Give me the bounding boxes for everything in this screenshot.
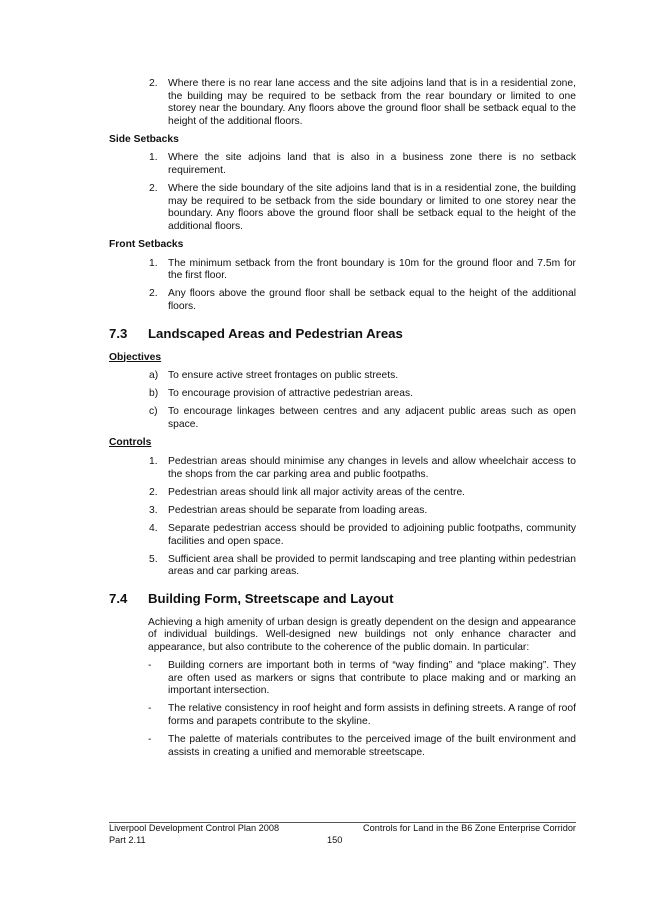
item-number: 2. (149, 78, 158, 89)
objective-item (109, 370, 576, 383)
objective-item (109, 388, 576, 401)
side-setback-item (109, 183, 576, 233)
side-setback-item (109, 152, 576, 177)
bullet-item (109, 734, 576, 759)
item-number: 4. (149, 522, 158, 534)
section-title: Building Form, Streetscape and Layout (148, 590, 394, 606)
item-text: Where there is no rear lane access and the site adjoins land that is in a residential zone, the building may be required to be setback from the rear boundary or limited to one storey near the boundary. Any floors above the ground floor shall be setback equal to the height of the additional floors. (168, 78, 576, 127)
rear-setback-item (109, 78, 576, 128)
footer-section-title: Controls for Land in the B6 Zone Enterprise Corridor (363, 823, 576, 833)
item-text: To ensure active street frontages on public streets. (168, 370, 399, 382)
item-text: Pedestrian areas should be separate from loading areas. (168, 504, 428, 516)
item-number: 1. (149, 257, 158, 269)
item-number: 1. (149, 152, 158, 164)
front-setback-item (109, 258, 576, 283)
front-setbacks-heading: Front Setbacks (109, 239, 184, 251)
item-text: The relative consistency in roof height and form assists in defining streets. A range of roof forms and parapets contribute to the skyline. (168, 703, 576, 727)
item-text: Where the site adjoins land that is also in a business zone there is no setback requirement. (168, 152, 576, 177)
item-text: To encourage provision of attractive pedestrian areas. (168, 388, 413, 400)
control-item (109, 456, 576, 481)
section-7-4-heading (109, 591, 576, 607)
bullet-dash: - (148, 660, 152, 672)
control-item (109, 554, 576, 579)
footer-part-label: Part 2.11 (109, 834, 146, 845)
item-text: The palette of materials contributes to the perceived image of the built environment and assists in creating a unified and memorable streetscape. (168, 734, 576, 758)
item-text: Separate pedestrian access should be provided to adjoining public footpaths, community facilities and open space. (168, 522, 576, 547)
section-7-3-heading (109, 326, 576, 342)
page-footer (109, 822, 576, 846)
control-item (109, 505, 576, 518)
item-letter: b) (149, 388, 159, 400)
section-7-4-intro: Achieving a high amenity of urban design is greatly dependent on the design and appearance of individual buildings. Well-designed new buildings not only enhance character and appearance, but also contribute to the coherence of the public domain. In particular: (148, 616, 576, 653)
page-number: 150 (327, 834, 343, 845)
item-number: 2. (149, 288, 158, 300)
bullet-dash: - (148, 734, 152, 746)
item-number: 3. (149, 504, 158, 516)
objective-item (109, 406, 576, 431)
section-number: 7.4 (109, 590, 128, 606)
item-text: Where the side boundary of the site adjoins land that is in a residential zone, the building may be required to be setback from the side boundary or limited to one storey near the boundary. Any floors above the ground floor shall be setback equal to the height of the additional floors. (168, 183, 576, 232)
item-text: Building corners are important both in terms of “way finding” and “place making”. They are often used as markers or signs that contribute to place making and or marking an important intersection. (168, 660, 576, 697)
footer-row-1 (109, 823, 576, 835)
page-content (109, 78, 576, 765)
item-text: To encourage linkages between centres and any adjacent public areas such as open space. (168, 406, 576, 430)
front-setback-item (109, 288, 576, 313)
footer-row-2 (109, 835, 576, 847)
item-number: 5. (149, 553, 158, 565)
controls-heading: Controls (109, 437, 152, 449)
item-number: 1. (149, 456, 158, 468)
item-text: Sufficient area shall be provided to permit landscaping and tree planting within pedestrian areas and car parking areas. (168, 553, 576, 578)
item-text: Pedestrian areas should minimise any changes in levels and allow wheelchair access to the shops from the car parking area and public footpaths. (168, 456, 576, 480)
item-text: Any floors above the ground floor shall be setback equal to the height of the additional floors. (168, 288, 576, 312)
footer-plan-title: Liverpool Development Control Plan 2008 (109, 823, 280, 833)
item-letter: a) (149, 370, 159, 382)
control-item (109, 487, 576, 500)
section-number: 7.3 (109, 325, 128, 341)
objectives-heading: Objectives (109, 351, 162, 363)
bullet-dash: - (148, 703, 152, 715)
side-setbacks-heading: Side Setbacks (109, 133, 179, 145)
item-number: 2. (149, 183, 158, 195)
item-letter: c) (149, 406, 158, 418)
section-title: Landscaped Areas and Pedestrian Areas (148, 325, 403, 341)
item-number: 2. (149, 486, 158, 498)
bullet-item (109, 660, 576, 698)
control-item (109, 523, 576, 548)
bullet-item (109, 703, 576, 728)
item-text: The minimum setback from the front boundary is 10m for the ground floor and 7.5m for the first floor. (168, 257, 576, 282)
item-text: Pedestrian areas should link all major activity areas of the centre. (168, 486, 466, 498)
